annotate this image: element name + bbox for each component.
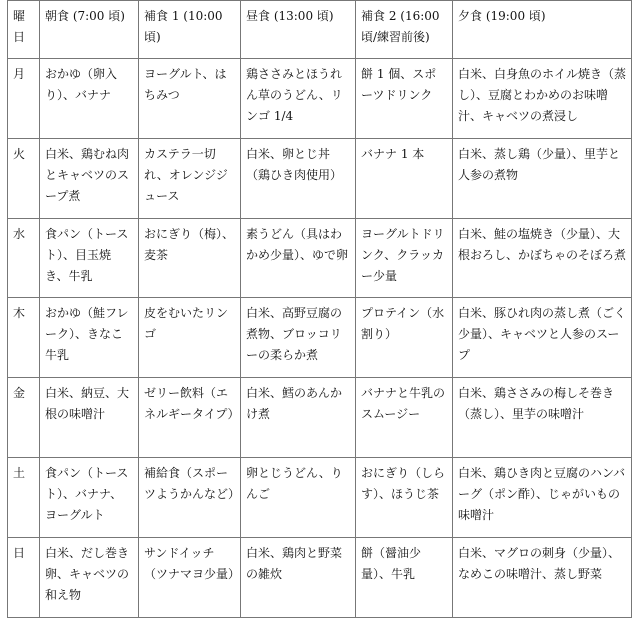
day-cell: 金 xyxy=(8,378,40,458)
lunch-cell: 素うどん（具はわかめ少量）、ゆで卵 xyxy=(241,219,356,298)
day-cell: 月 xyxy=(8,59,40,139)
table-row xyxy=(8,219,632,298)
breakfast-cell: おかゆ（鮭フレーク）、きなこ牛乳 xyxy=(40,298,139,378)
breakfast-cell: 白米、鶏むね肉とキャベツのスープ煮 xyxy=(40,139,139,219)
breakfast-cell: 食パン（トースト）、バナナ、ヨーグルト xyxy=(40,458,139,538)
day-cell: 水 xyxy=(8,219,40,298)
dinner-cell: 白米、鮭の塩焼き（少量）、大根おろし、かぼちゃのそぼろ煮 xyxy=(453,219,632,298)
snack1-cell: ヨーグルト、はちみつ xyxy=(139,59,241,139)
dinner-cell: 白米、蒸し鶏（少量）、里芋と人参の煮物 xyxy=(453,139,632,219)
lunch-cell: 鶏ささみとほうれん草のうどん、リンゴ 1/4 xyxy=(241,59,356,139)
snack1-cell: 補給食（スポーツようかんなど） xyxy=(139,458,241,538)
lunch-cell: 白米、鱈のあんかけ煮 xyxy=(241,378,356,458)
header-snack2: 補食 2 (16:00 頃/練習前後) xyxy=(356,1,453,59)
snack1-cell: 皮をむいたリンゴ xyxy=(139,298,241,378)
meal-schedule-table xyxy=(7,0,632,618)
dinner-cell: 白米、鶏ひき肉と豆腐のハンバーグ（ポン酢）、じゃがいもの味噌汁 xyxy=(453,458,632,538)
lunch-cell: 白米、鶏肉と野菜の雑炊 xyxy=(241,538,356,618)
table-row xyxy=(8,538,632,618)
header-day: 曜日 xyxy=(8,1,40,59)
dinner-cell: 白米、白身魚のホイル焼き（蒸し）、豆腐とわかめのお味噌汁、キャベツの煮浸し xyxy=(453,59,632,139)
header-dinner: 夕食 (19:00 頃) xyxy=(453,1,632,59)
snack1-cell: カステラ一切れ、オレンジジュース xyxy=(139,139,241,219)
header-breakfast: 朝食 (7:00 頃) xyxy=(40,1,139,59)
dinner-cell: 白米、鶏ささみの梅しそ巻き（蒸し）、里芋の味噌汁 xyxy=(453,378,632,458)
table-row xyxy=(8,139,632,219)
snack2-cell: おにぎり（しらす）、ほうじ茶 xyxy=(356,458,453,538)
table-row xyxy=(8,458,632,538)
breakfast-cell: 白米、だし巻き卵、キャベツの和え物 xyxy=(40,538,139,618)
dinner-cell: 白米、マグロの刺身（少量）、なめこの味噌汁、蒸し野菜 xyxy=(453,538,632,618)
breakfast-cell: おかゆ（卵入り）、バナナ xyxy=(40,59,139,139)
snack2-cell: 餅 1 個、スポーツドリンク xyxy=(356,59,453,139)
day-cell: 木 xyxy=(8,298,40,378)
table-row xyxy=(8,378,632,458)
lunch-cell: 白米、高野豆腐の煮物、ブロッコリーの柔らか煮 xyxy=(241,298,356,378)
table-row xyxy=(8,298,632,378)
snack2-cell: バナナと牛乳のスムージー xyxy=(356,378,453,458)
breakfast-cell: 白米、納豆、大根の味噌汁 xyxy=(40,378,139,458)
snack2-cell: プロテイン（水割り） xyxy=(356,298,453,378)
snack2-cell: ヨーグルトドリンク、クラッカー少量 xyxy=(356,219,453,298)
breakfast-cell: 食パン（トースト）、目玉焼き、牛乳 xyxy=(40,219,139,298)
day-cell: 日 xyxy=(8,538,40,618)
header-row xyxy=(8,1,632,59)
snack1-cell: おにぎり（梅）、麦茶 xyxy=(139,219,241,298)
day-cell: 火 xyxy=(8,139,40,219)
snack2-cell: 餅（醤油少量）、牛乳 xyxy=(356,538,453,618)
snack1-cell: ゼリー飲料（エネルギータイプ） xyxy=(139,378,241,458)
lunch-cell: 卵とじうどん、りんご xyxy=(241,458,356,538)
day-cell: 土 xyxy=(8,458,40,538)
snack2-cell: バナナ 1 本 xyxy=(356,139,453,219)
lunch-cell: 白米、卵とじ丼（鶏ひき肉使用） xyxy=(241,139,356,219)
header-lunch: 昼食 (13:00 頃) xyxy=(241,1,356,59)
table-row xyxy=(8,59,632,139)
dinner-cell: 白米、豚ひれ肉の蒸し煮（ごく少量）、キャベツと人参のスープ xyxy=(453,298,632,378)
header-snack1: 補食 1 (10:00 頃) xyxy=(139,1,241,59)
snack1-cell: サンドイッチ（ツナマヨ少量） xyxy=(139,538,241,618)
